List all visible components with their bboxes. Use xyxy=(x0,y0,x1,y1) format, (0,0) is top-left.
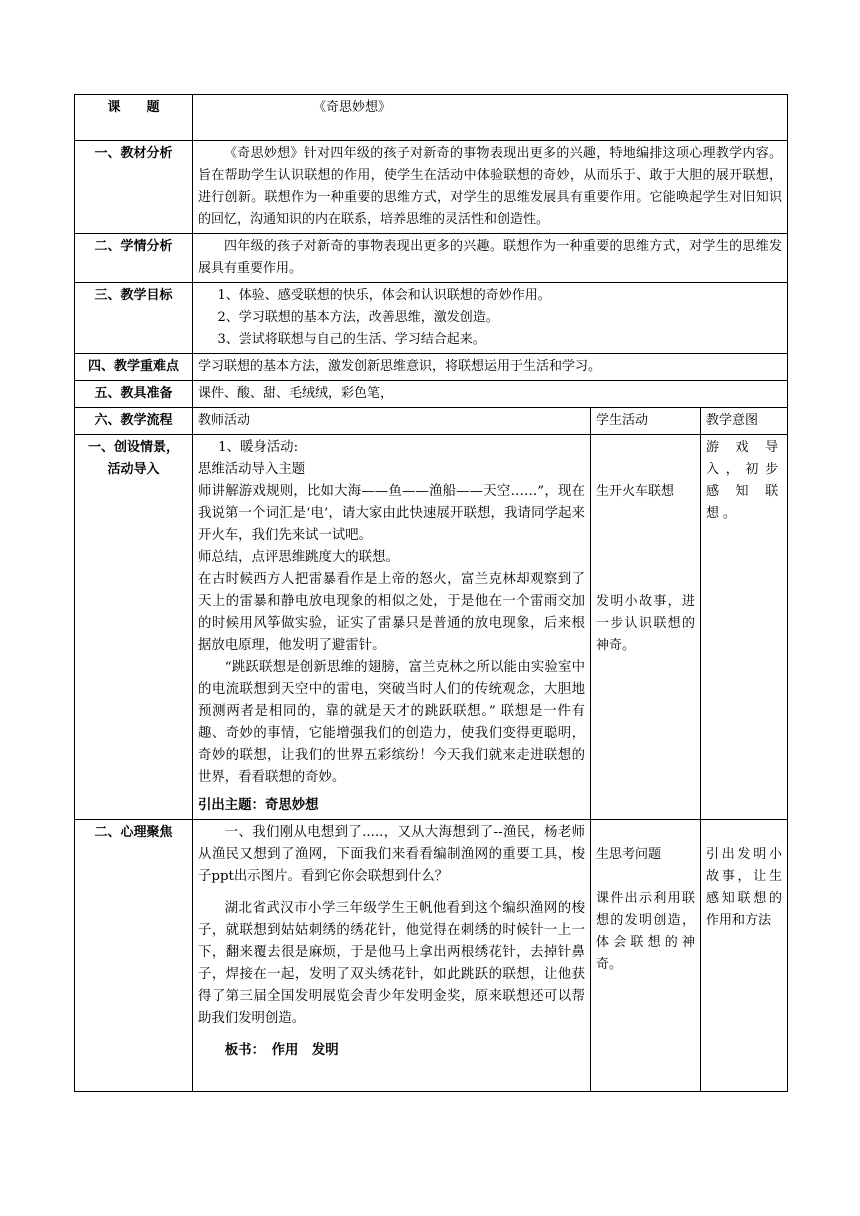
topic-title: 《奇思妙想》 xyxy=(313,100,392,115)
stage1-label-line: 一、创设情景， xyxy=(87,440,179,455)
row-tools xyxy=(75,381,788,408)
row-stage1 xyxy=(75,435,788,820)
goal-item: 1、体验、感受联想的快乐，体会和认识联想的奇妙作用。 xyxy=(217,288,551,303)
goals-label: 三、教学目标 xyxy=(75,283,193,354)
stage2-student xyxy=(591,820,701,1092)
goal-item: 3、尝试将联想与自己的生活、学习结合起来。 xyxy=(217,332,486,347)
stage1-student xyxy=(591,435,701,820)
teacher-paragraph: 湖北省武汉市小学三年级学生王帆他看到这个编织渔网的梭子，就联想到姑姑刺绣的绣花针，他觉得在刺绣的时候针一上一下，翻来覆去很是麻烦，于是他马上拿出两根绣花针，去掉针鼻子，焊接在一起，发明了双头绣花针，如此跳跃的联想，让他获得了第三届全国发明展览会青少年发明金奖，原来联想还可以帮助我们发明创造。 xyxy=(198,901,585,1026)
teacher-paragraph: “跳跃联想是创新思维的翅膀，富兰克林之所以能由实验室中的电流联想到天空中的雷电，突破当时人们的传统观念，大胆地预测两者是相同的，靠的就是天才的跳跃联想。” 联想是一件有趣、奇妙的事情，它能增强我们的创造力，使我们变得更聪明，奇妙的联想，让我们的世界五彩缤纷！今天我们就来走进联想的世界，看看联想的奇妙。 xyxy=(198,660,585,785)
students-paragraph: 四年级的孩子对新奇的事物表现出更多的兴趣。联想作为一种重要的思维方式，对学生的思维发展具有重要作用。 xyxy=(198,239,783,276)
row-material xyxy=(75,141,788,234)
tools-label: 五、教具准备 xyxy=(75,381,193,408)
teacher-paragraph: 思维活动导入主题 xyxy=(198,462,306,477)
stage2-teacher xyxy=(193,820,591,1092)
row-keypoints xyxy=(75,354,788,381)
topic-label: 课 题 xyxy=(75,95,193,141)
teacher-header: 教师活动 xyxy=(193,408,591,435)
teacher-paragraph: 一、我们刚从电想到了.....，又从大海想到了--渔民，杨老师从渔民又想到了渔网，下面我们来看看编制渔网的重要工具，梭子ppt出示图片。看到它你会联想到什么？ xyxy=(198,825,585,884)
row-topic xyxy=(75,95,788,141)
student-activity: 课件出示利用联想的发明创造，体会联想的神奇。 xyxy=(596,891,695,972)
flow-label: 六、教学流程 xyxy=(75,408,193,435)
theme-heading: 引出主题：奇思妙想 xyxy=(198,798,319,813)
stage2-label: 二、心理聚焦 xyxy=(75,820,193,1092)
lesson-plan-table xyxy=(74,94,788,1092)
stage1-label xyxy=(75,435,193,820)
students-text xyxy=(193,234,788,283)
keypoints-label: 四、教学重难点 xyxy=(75,354,193,381)
material-label: 一、教材分析 xyxy=(75,141,193,234)
intent-text: 引出发明小故事，让生感知联想的作用和方法 xyxy=(706,847,783,928)
intent-header: 教学意图 xyxy=(701,408,788,435)
teacher-paragraph: 师总结，点评思维跳度大的联想。 xyxy=(198,550,399,565)
tools-text: 课件、酸、甜、毛绒绒，彩色笔， xyxy=(193,381,788,408)
keypoints-text: 学习联想的基本方法，激发创新思维意识，将联想运用于生活和学习。 xyxy=(193,354,788,381)
topic-value xyxy=(193,95,788,141)
material-paragraph: 《奇思妙想》针对四年级的孩子对新奇的事物表现出更多的兴趣，特地编排这项心理教学内容。旨在帮助学生认识联想的作用，使学生在活动中体验联想的奇妙，从而乐于、敢于大胆的展开联想，进行创新。联想作为一种重要的思维方式，对学生的思维发展具有重要作用。它能唤起学生对旧知识的回忆，沟通知识的内在联系，培养思维的灵活性和创造性。 xyxy=(198,146,783,227)
stage1-label-line: 活动导入 xyxy=(107,462,160,477)
row-students xyxy=(75,234,788,283)
material-text xyxy=(193,141,788,234)
student-activity: 发明小故事，进一步认识联想的神奇。 xyxy=(596,594,695,653)
stage1-teacher xyxy=(193,435,591,820)
row-goals xyxy=(75,283,788,354)
row-stage2 xyxy=(75,820,788,1092)
stage2-intent xyxy=(701,820,788,1092)
teacher-paragraph: 在古时候西方人把雷暴看作是上帝的怒火，富兰克林却观察到了天上的雷暴和静电放电现象的相似之处，于是他在一个雷雨交加的时候用风筝做实验，证实了雷暴只是普通的放电现象，后来根据放电原理，他发明了避雷针。 xyxy=(198,572,585,653)
goal-item: 2、学习联想的基本方法，改善思维，激发创造。 xyxy=(217,310,499,325)
teacher-paragraph: 1、暖身活动: xyxy=(218,440,299,455)
goals-list xyxy=(193,283,788,354)
stage1-intent: 游戏导入，初步感知联想。 xyxy=(701,435,788,820)
student-header: 学生活动 xyxy=(591,408,701,435)
students-label: 二、学情分析 xyxy=(75,234,193,283)
row-flow-header xyxy=(75,408,788,435)
blackboard-note: 板书： 作用 发明 xyxy=(224,1043,339,1058)
student-activity: 生开火车联想 xyxy=(596,484,675,499)
teacher-paragraph: 师讲解游戏规则，比如大海——鱼——渔船——天空……”，现在我说第一个词汇是‘电’，请大家由此快速展开联想，我请同学起来开火车，我们先来试一试吧。 xyxy=(198,484,585,543)
student-activity: 生思考问题 xyxy=(596,847,662,862)
